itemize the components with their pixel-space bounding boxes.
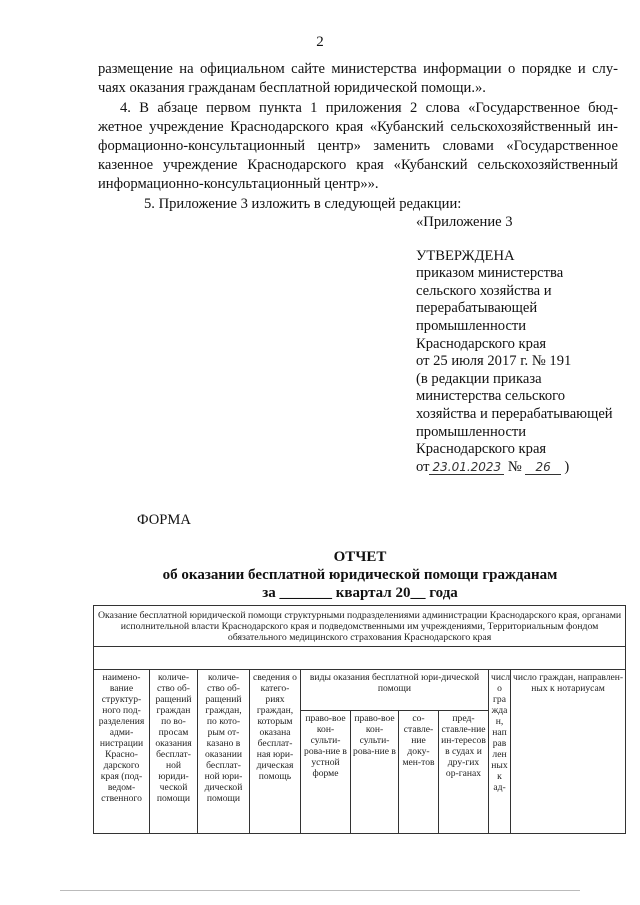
paragraph-line: казенное учреждение Краснодарского края «Кубанский сельскохозяйственный [98, 157, 618, 173]
approval-line: Краснодарского края [416, 441, 547, 458]
paragraph-2 [98, 99, 618, 194]
paragraph-line: 4. В абзаце первом пункта 1 приложения 2 слова «Государственное бюд- [120, 100, 618, 116]
handwritten-number: 26 [525, 461, 560, 475]
scan-edge-line [60, 890, 580, 891]
col-refused-count: количе-ство об-ращений граждан, по кото-рым от-казано в оказании бесплат-ной юри-дической помощи [198, 670, 250, 834]
date-prefix: от [416, 458, 430, 475]
approval-line: сельского хозяйства и [416, 282, 552, 299]
report-period: за _______ квартал 20__ года [262, 585, 458, 601]
col-kind-documents: со-ставле-ние доку-мен-тов [399, 711, 439, 834]
col-kind-written: право-вое кон-сульти-рова-ние в [351, 711, 399, 834]
number-symbol: № [507, 458, 522, 475]
paragraph-line: информационно-консультационный центр»». [98, 176, 379, 192]
form-label: ФОРМА [137, 512, 191, 528]
approval-line: от 25 июля 2017 г. № 191 [416, 353, 572, 370]
col-kinds-header: виды оказания бесплатной юри-дической помощи [301, 670, 489, 711]
approval-line: промышленности [416, 423, 527, 440]
approval-line: приказом министерства [416, 265, 564, 282]
table-gap [94, 647, 626, 670]
paragraph-line: чаях оказания гражданам бесплатной юридической помощи.». [98, 80, 486, 96]
col-appeals-count: количе-ство об-ращений граждан по во-просам оказания бесплат-ной юриди-ческой помощи [150, 670, 198, 834]
approval-line: Краснодарского края [416, 335, 547, 352]
paragraph-line: размещение на официальном сайте министерства информации о порядке и слу- [98, 61, 618, 77]
col-categories: сведения о катего-риях граждан, которым оказана бесплат-ная юри-дическая помощь [250, 670, 301, 834]
col-kind-representation: пред-ставле-ние ин-тересов в судах и дру-гих ор-ганах [439, 711, 489, 834]
appendix-label: «Приложение 3 [416, 214, 513, 230]
approval-line: министерства сельского [416, 388, 566, 405]
approval-date-line [416, 459, 613, 477]
approved-heading: УТВЕРЖДЕНА [416, 247, 515, 264]
report-title: ОТЧЕТ [333, 549, 387, 565]
approval-line: (в редакции приказа [416, 370, 542, 387]
col-referred-lawyers: числ о гра жда н, нап рав лен ных к ад- [489, 670, 511, 834]
paragraph-1 [98, 60, 618, 98]
report-subtitle: об оказании бесплатной юридической помощи гражданам [162, 567, 558, 583]
approval-line: хозяйства и перерабатывающей [416, 405, 613, 422]
appendix-block [416, 214, 613, 476]
col-unit-name: наимено-вание структур-ного под-разделения адми-нистрации Красно-дарского края (под-ведом-ственного [94, 670, 150, 834]
col-kind-oral: право-вое кон-сульти-рова-ние в устной форме [301, 711, 351, 834]
approval-line: промышленности [416, 317, 527, 334]
report-form-table [93, 605, 626, 834]
paragraph-line: формационно-консультационный центр» заменить словами «Государственное [98, 138, 618, 154]
page-number: 2 [316, 34, 324, 50]
col-referred-notaries: число граждан, направлен-ных к нотариусам [511, 670, 626, 834]
paragraph-3: 5. Приложение 3 изложить в следующей редакции: [144, 196, 462, 212]
paragraph-line: жетное учреждение Краснодарского края «Кубанский сельскохозяйственный ин- [98, 119, 618, 135]
handwritten-date: 23.01.2023 [429, 461, 504, 475]
close-paren: ) [564, 458, 570, 475]
table-span-header: Оказание бесплатной юридической помощи структурными подразделениями администрации Краснодарского края, органами исполнительной власти Краснодарского края и подведомственными им учреждениями, Территориальным фондом обязательного медицинского страхования Краснодарского края [94, 606, 626, 647]
approval-line: перерабатывающей [416, 300, 538, 317]
